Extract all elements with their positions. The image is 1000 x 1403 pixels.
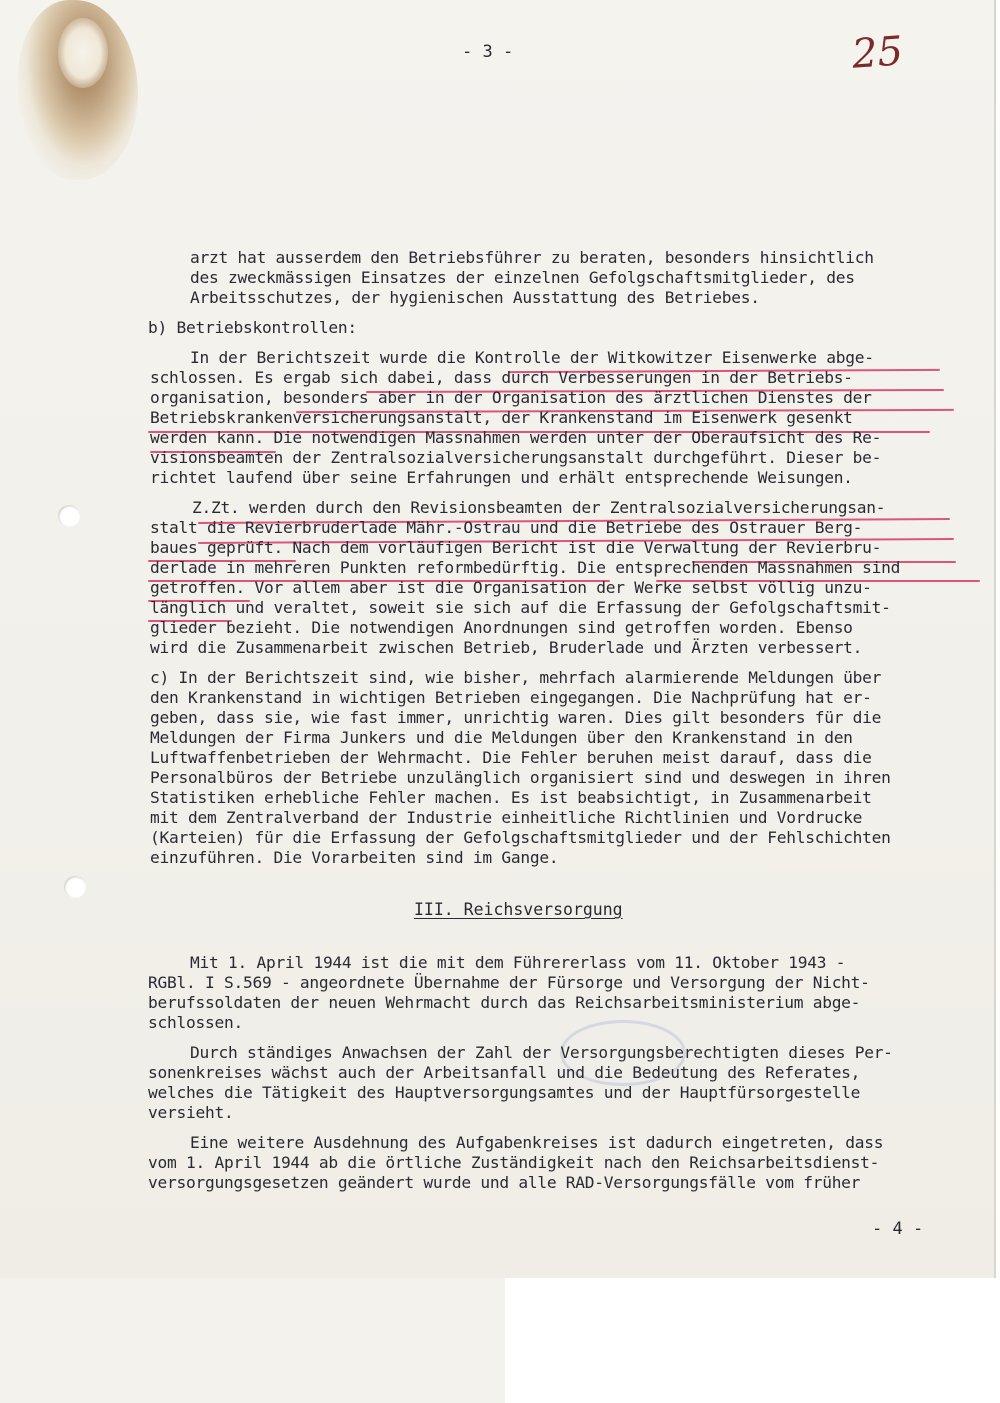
text-line: (Karteien) für die Erfassung der Gefolgschaftsmitglieder und der Fehlschichten [150, 828, 891, 847]
text-line: arzt hat ausserdem den Betriebsführer zu beraten, besonders hinsichtlich [190, 248, 874, 267]
text-line: einzuführen. Die Vorarbeiten sind im Gange. [150, 848, 559, 867]
text-line: derlade in mehreren Punkten reformbedürftig. Die entsprechenden Massnahmen sind [150, 558, 901, 577]
text-line: c) In der Berichtszeit sind, wie bisher, mehrfach alarmierende Meldungen über [150, 668, 882, 687]
text-line: geben, dass sie, wie fast immer, unrichtig waren. Dies gilt besonders für die [150, 708, 882, 727]
text-line: mit dem Zentralverband der Industrie einheitliche Richtlinien und Vordrucke [150, 808, 863, 827]
text-line: Eine weitere Ausdehnung des Aufgabenkreises ist dadurch eingetreten, dass [190, 1133, 884, 1152]
text-line: Luftwaffenbetrieben der Wehrmacht. Die Fehler beruhen meist darauf, dass die [150, 748, 872, 767]
text-line: wird die Zusammenarbeit zwischen Betrieb, Bruderlade und Ärzten verbessert. [150, 638, 863, 657]
text-line: Personalbüros der Betriebe unzulänglich organisiert sind und deswegen in ihren [150, 768, 891, 787]
text-line: Z.Zt. werden durch den Revisionsbeamten der Zentralsozialversicherungsan- [192, 498, 886, 517]
next-page-marker: - 4 - [872, 1219, 924, 1239]
text-line: Arbeitsschutzes, der hygienischen Ausstattung des Betriebes. [190, 288, 760, 307]
text-line: des zweckmässigen Einsatzes der einzelnen Gefolgschaftsmitglieder, des [190, 268, 855, 287]
scan-margin [0, 1278, 505, 1403]
text-line: glieder bezieht. Die notwendigen Anordnungen sind getroffen worden. Ebenso [150, 618, 853, 637]
text-line: Meldungen der Firma Junkers und die Meldungen über den Krankenstand in den [150, 728, 853, 747]
page-number: - 3 - [462, 42, 514, 62]
text-line: baues geprüft. Nach dem vorläufigen Bericht ist die Verwaltung der Revierbru- [150, 538, 882, 557]
handwritten-folio-number: 25 [850, 28, 905, 78]
text-line: getroffen. Vor allem aber ist die Organisation der Werke selbst völlig unzu- [150, 578, 872, 597]
text-line: Mit 1. April 1944 ist die mit dem Führererlass vom 11. Oktober 1943 - [190, 953, 846, 972]
subsection-heading: b) Betriebskontrollen: [148, 318, 357, 337]
text-line: stalt die Revierbruderlade Mähr.-Ostrau und die Betriebe des Ostrauer Berg- [150, 518, 863, 537]
text-line: schlossen. [148, 1013, 243, 1032]
text-line: sonenkreises wächst auch der Arbeitsanfall und die Bedeutung des Referates, [148, 1063, 861, 1082]
text-line: werden kann. Die notwendigen Massnahmen werden unter der Oberaufsicht des Re- [150, 428, 882, 447]
text-line: Statistiken erhebliche Fehler machen. Es ist beabsichtigt, in Zusammenarbeit [150, 788, 872, 807]
text-line: welches die Tätigkeit des Hauptversorgungsamtes und der Hauptfürsorgestelle [148, 1083, 861, 1102]
section-heading: III. Reichsversorgung [414, 900, 623, 919]
text-line: visionsbeamten der Zentralsozialversicherungsanstalt durchgeführt. Dieser be- [150, 448, 882, 467]
text-line: Durch ständiges Anwachsen der Zahl der Versorgungsberechtigten dieses Per- [190, 1043, 893, 1062]
text-line: RGBl. I S.569 - angeordnete Übernahme der Fürsorge und Versorgung der Nicht- [148, 973, 870, 992]
text-line: richtet laufend über seine Erfahrungen und erhält entsprechende Weisungen. [150, 468, 853, 487]
text-line: versieht. [148, 1103, 234, 1122]
text-line: länglich und veraltet, soweit sie sich auf die Erfassung der Gefolgschaftsmit- [150, 598, 891, 617]
punch-hole-lower [64, 876, 86, 898]
text-line: schlossen. Es ergab sich dabei, dass durch Verbesserungen in der Betriebs- [150, 368, 853, 387]
text-line: organisation, besonders aber in der Organisation des ärztlichen Dienstes der [150, 388, 872, 407]
text-line: berufssoldaten der neuen Wehrmacht durch das Reichsarbeitsministerium abge- [148, 993, 861, 1012]
text-line: Betriebskrankenversicherungsanstalt, der Krankenstand im Eisenwerk gesenkt [150, 408, 853, 427]
text-line: versorgungsgesetzen geändert wurde und alle RAD-Versorgungsfälle vom früher [148, 1173, 861, 1192]
burn-hole [58, 18, 108, 88]
text-line: den Krankenstand in wichtigen Betrieben eingegangen. Die Nachprüfung hat er- [150, 688, 872, 707]
text-line: vom 1. April 1944 ab die örtliche Zuständigkeit nach den Reichsarbeitsdienst- [148, 1153, 880, 1172]
text-line: In der Berichtszeit wurde die Kontrolle der Witkowitzer Eisenwerke abge- [190, 348, 874, 367]
punch-hole-upper [58, 505, 80, 527]
